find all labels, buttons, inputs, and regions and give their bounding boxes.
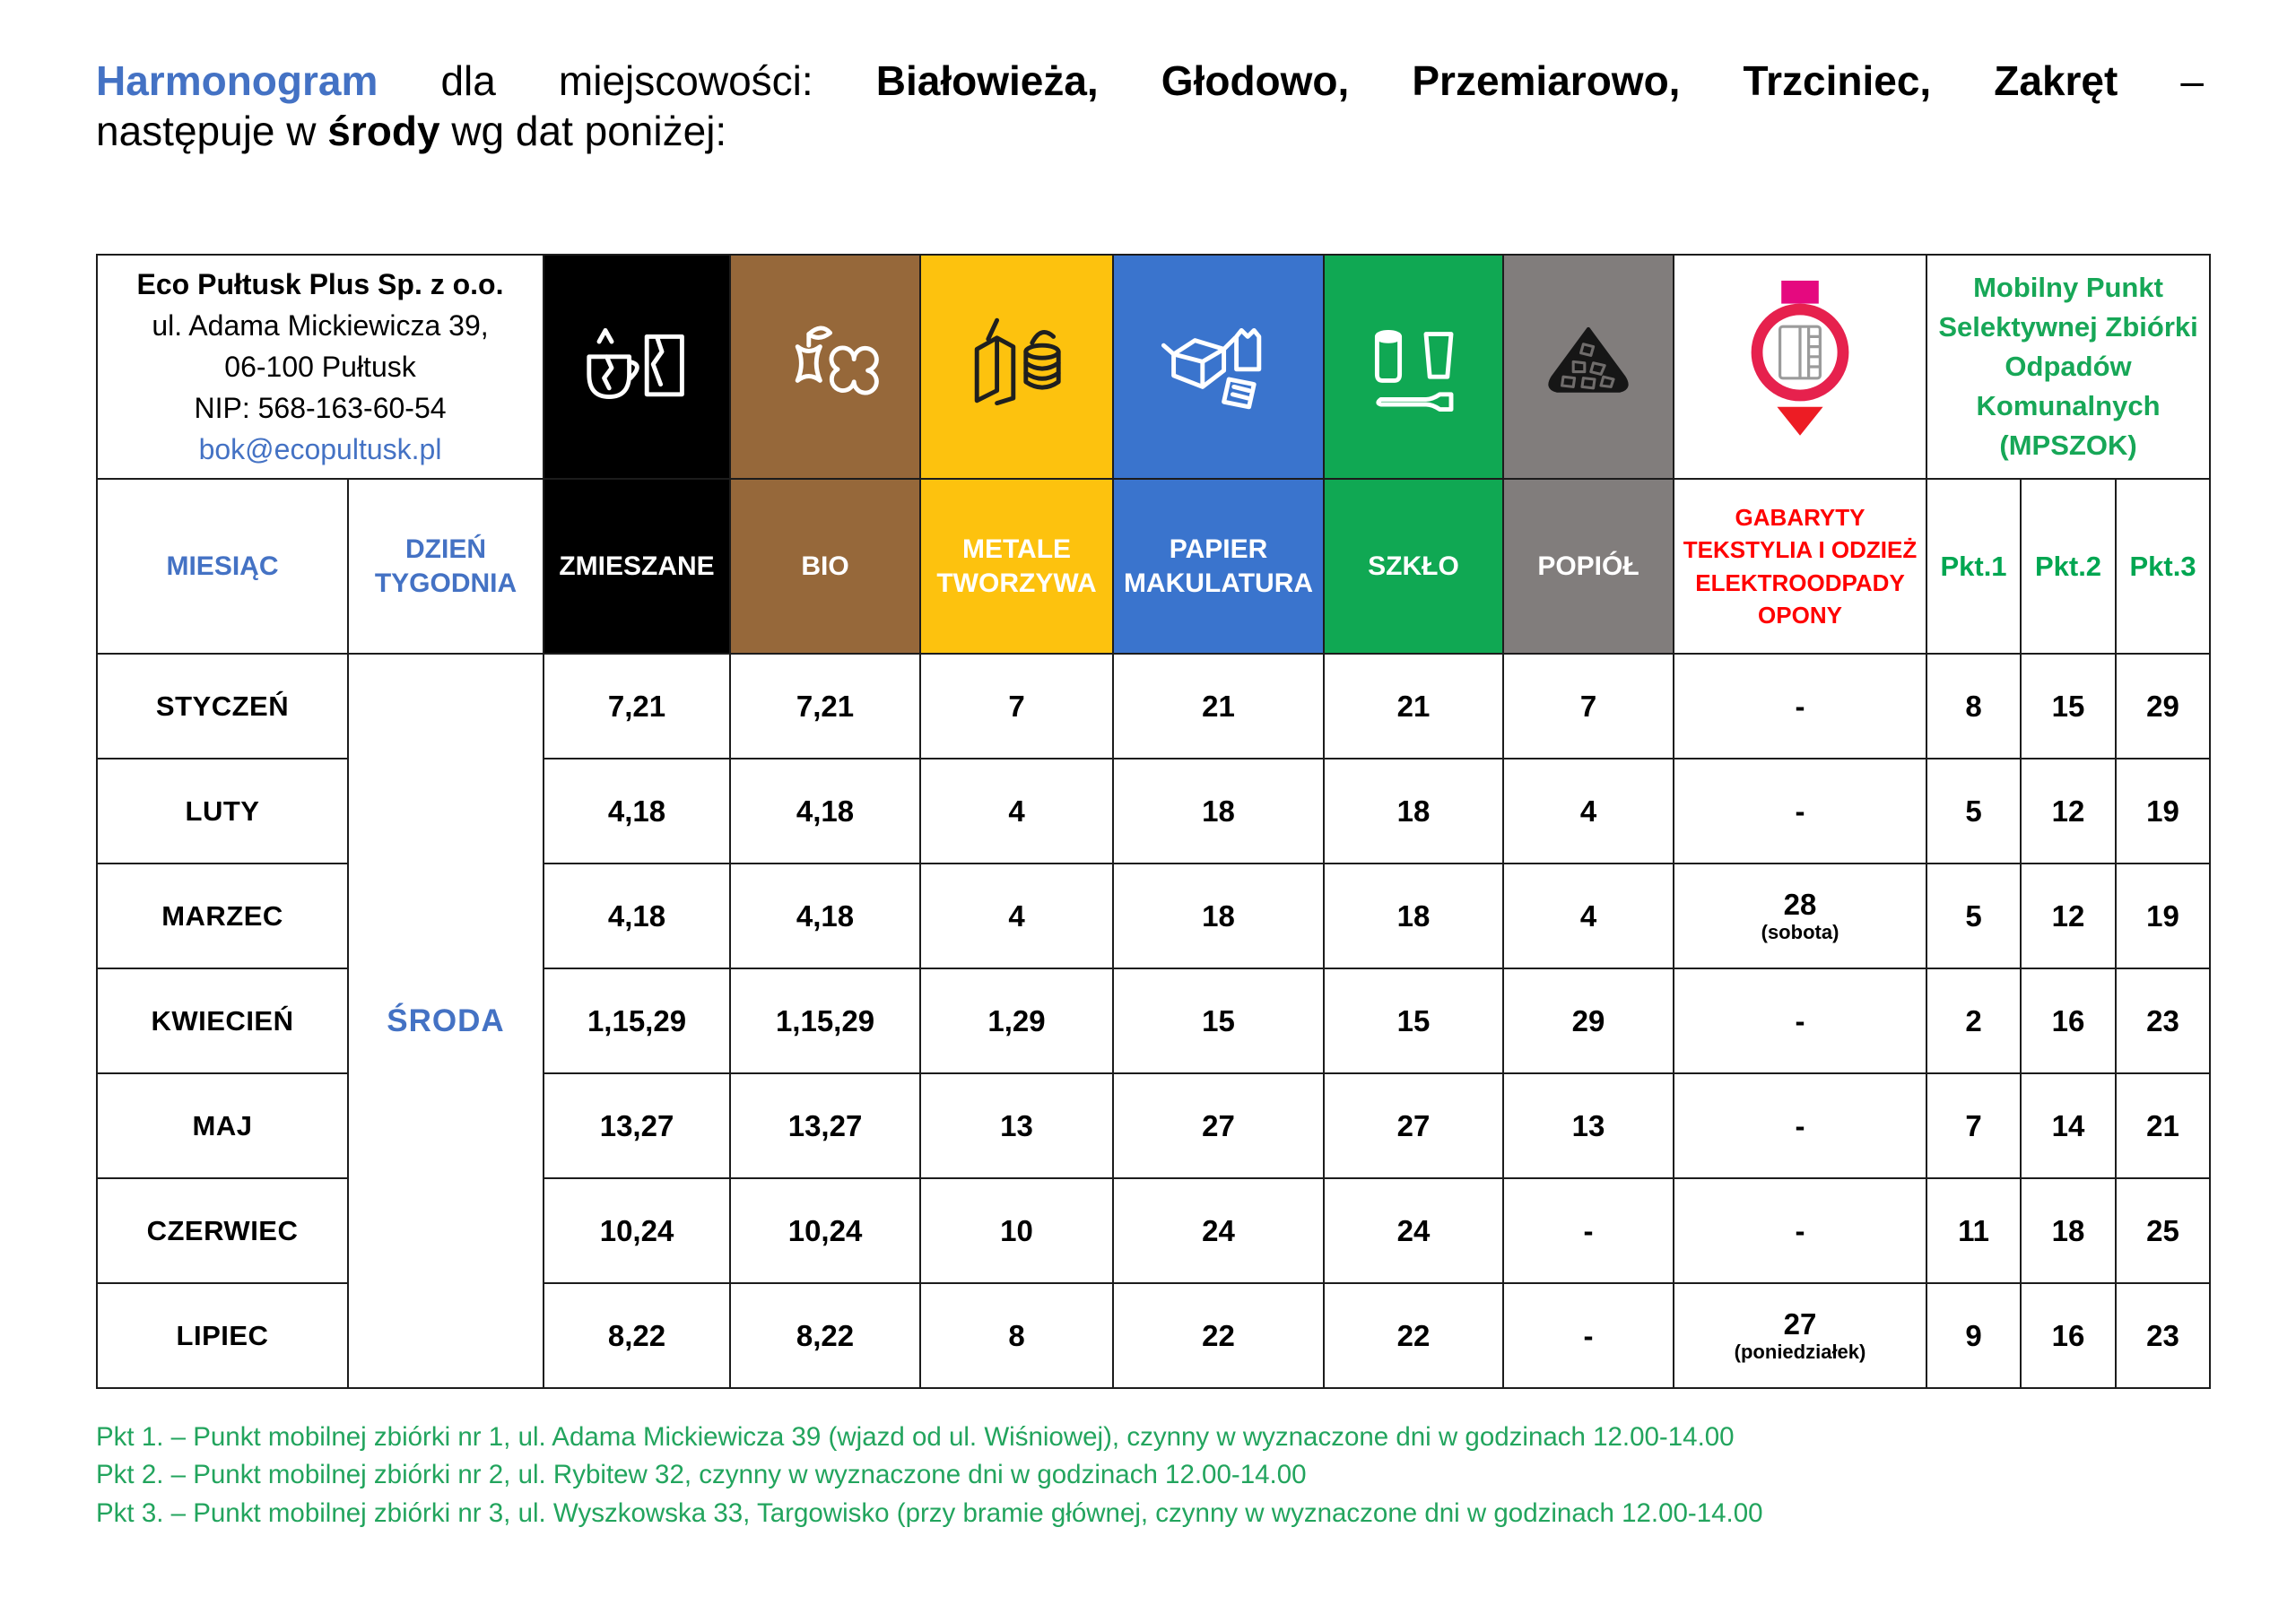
company-city: 06-100 Pułtusk — [224, 350, 416, 383]
szklo-icon-cell — [1324, 255, 1503, 479]
cell-metale: 7 — [920, 654, 1113, 759]
cell-pkt3: 23 — [2116, 1283, 2210, 1388]
cell-gabaryty — [1674, 968, 1926, 1073]
note-pkt3: Pkt 3. – Punkt mobilnej zbiórki nr 3, ul. Wyszkowska 33, Targowisko (przy bramie głównej, czynny w wyznaczone dni w godzinach 12.00-14.00 — [96, 1497, 1763, 1528]
ash-pile-icon — [1512, 304, 1665, 430]
gabaryty-icon-cell — [1674, 255, 1926, 479]
col-header-pkt3: Pkt.3 — [2116, 479, 2210, 654]
company-street: ul. Adama Mickiewicza 39, — [152, 308, 489, 342]
col-header-popiol: POPIÓŁ — [1503, 479, 1674, 654]
cell-metale: 13 — [920, 1073, 1113, 1178]
company-name: Eco Pułtusk Plus Sp. z o.o. — [136, 267, 504, 300]
gabaryty-value: 28 — [1783, 888, 1817, 922]
cell-bio: 7,21 — [730, 654, 920, 759]
title-places: Białowieża, Głodowo, Przemiarowo, Trzciniec, Zakręt — [875, 57, 2118, 104]
col-header-metale: METALE TWORZYWA — [920, 479, 1113, 654]
cell-pkt1: 8 — [1926, 654, 2021, 759]
month-cell: LIPIEC — [97, 1283, 348, 1388]
cell-pkt3: 29 — [2116, 654, 2210, 759]
cell-gabaryty — [1674, 1073, 1926, 1178]
page-title — [96, 56, 2204, 156]
cell-pkt3: 25 — [2116, 1178, 2210, 1283]
note-pkt1: Pkt 1. – Punkt mobilnej zbiórki nr 1, ul. Adama Mickiewicza 39 (wjazd od ul. Wiśniowej), czynny w wyznaczone dni w godzinach 12.00-14.00 — [96, 1422, 1735, 1452]
cell-szklo: 24 — [1324, 1178, 1503, 1283]
mixed-waste-icon — [561, 304, 713, 430]
note-pkt2: Pkt 2. – Punkt mobilnej zbiórki nr 2, ul. Rybitew 32, czynny w wyznaczone dni w godzinach 12.00-14.00 — [96, 1460, 1307, 1490]
cell-gabaryty — [1674, 759, 1926, 864]
col-header-szklo: SZKŁO — [1324, 479, 1503, 654]
bio-waste-icon — [749, 304, 901, 430]
email-link[interactable]: bok@ecopultusk.pl — [198, 433, 442, 466]
cell-pkt2: 18 — [2021, 1178, 2116, 1283]
cell-gabaryty — [1674, 1178, 1926, 1283]
cell-pkt3: 19 — [2116, 759, 2210, 864]
title-keyword: Harmonogram — [96, 57, 378, 104]
col-header-miesiac: MIESIĄC — [97, 479, 348, 654]
title-line-1 — [96, 56, 2204, 106]
month-cell: MAJ — [97, 1073, 348, 1178]
zmieszane-icon-cell — [544, 255, 730, 479]
title-line-2 — [96, 106, 2204, 156]
col-header-pkt2: Pkt.2 — [2021, 479, 2116, 654]
cell-papier: 22 — [1113, 1283, 1324, 1388]
cell-pkt2: 14 — [2021, 1073, 2116, 1178]
cell-szklo: 21 — [1324, 654, 1503, 759]
cell-papier: 24 — [1113, 1178, 1324, 1283]
papier-icon-cell — [1113, 255, 1324, 479]
cell-bio: 8,22 — [730, 1283, 920, 1388]
cell-zmieszane: 7,21 — [544, 654, 730, 759]
gabaryty-line: ELEKTROODPADY — [1695, 568, 1905, 596]
gabaryty-value: - — [1795, 1108, 1805, 1142]
cell-popiol: - — [1503, 1178, 1674, 1283]
mpszok-header: Mobilny Punkt Selektywnej Zbiórki Odpadów Komunalnych (MPSZOK) — [1926, 255, 2210, 479]
cell-popiol: 7 — [1503, 654, 1674, 759]
cell-popiol: 4 — [1503, 759, 1674, 864]
cell-gabaryty — [1674, 654, 1926, 759]
cell-zmieszane: 4,18 — [544, 864, 730, 968]
cell-pkt2: 16 — [2021, 1283, 2116, 1388]
title-line2-pre: następuje w — [96, 108, 328, 155]
cell-popiol: - — [1503, 1283, 1674, 1388]
cell-gabaryty — [1674, 864, 1926, 968]
gabaryty-note: (poniedziałek) — [1734, 1341, 1866, 1364]
cell-zmieszane: 1,15,29 — [544, 968, 730, 1073]
col-header-zmieszane: ZMIESZANE — [544, 479, 730, 654]
gabaryty-note: (sobota) — [1761, 921, 1839, 944]
metals-plastics-icon — [941, 304, 1093, 430]
pictogram-row — [97, 255, 2210, 479]
month-cell: MARZEC — [97, 864, 348, 968]
col-header-papier: PAPIER MAKULATURA — [1113, 479, 1324, 654]
cell-szklo: 18 — [1324, 759, 1503, 864]
cell-pkt1: 7 — [1926, 1073, 2021, 1178]
metale-icon-cell — [920, 255, 1113, 479]
cell-metale: 1,29 — [920, 968, 1113, 1073]
gabaryty-value: - — [1795, 1003, 1805, 1037]
col-header-dzien-tygodnia: DZIEŃ TYGODNIA — [348, 479, 544, 654]
cell-bio: 13,27 — [730, 1073, 920, 1178]
company-nip: NIP: 568-163-60-54 — [194, 392, 447, 425]
gabaryty-value: - — [1795, 1213, 1805, 1247]
cell-bio: 4,18 — [730, 864, 920, 968]
cell-pkt1: 9 — [1926, 1283, 2021, 1388]
cell-pkt1: 5 — [1926, 864, 2021, 968]
cell-papier: 18 — [1113, 864, 1324, 968]
col-header-gabaryty — [1674, 479, 1926, 654]
cell-zmieszane: 8,22 — [544, 1283, 730, 1388]
paper-cardboard-icon — [1143, 304, 1295, 430]
cell-pkt1: 5 — [1926, 759, 2021, 864]
cell-pkt3: 19 — [2116, 864, 2210, 968]
cell-papier: 15 — [1113, 968, 1324, 1073]
cell-bio: 10,24 — [730, 1178, 920, 1283]
cell-popiol: 29 — [1503, 968, 1674, 1073]
cell-zmieszane: 4,18 — [544, 759, 730, 864]
glass-icon — [1337, 304, 1490, 430]
popiol-icon-cell — [1503, 255, 1674, 479]
gabaryty-value: 27 — [1783, 1307, 1817, 1341]
col-header-pkt1: Pkt.1 — [1926, 479, 2021, 654]
title-mid: dla miejscowości: — [378, 57, 876, 104]
cell-pkt3: 23 — [2116, 968, 2210, 1073]
cell-metale: 4 — [920, 759, 1113, 864]
cell-pkt1: 2 — [1926, 968, 2021, 1073]
cell-bio: 4,18 — [730, 759, 920, 864]
cell-pkt3: 21 — [2116, 1073, 2210, 1178]
gabaryty-line: TEKSTYLIA I ODZIEŻ — [1683, 536, 1918, 564]
cell-zmieszane: 10,24 — [544, 1178, 730, 1283]
company-info — [97, 255, 544, 479]
cell-metale: 8 — [920, 1283, 1113, 1388]
bio-icon-cell — [730, 255, 920, 479]
month-cell: KWIECIEŃ — [97, 968, 348, 1073]
cell-papier: 27 — [1113, 1073, 1324, 1178]
cell-pkt2: 12 — [2021, 864, 2116, 968]
gabaryty-line: GABARYTY — [1735, 503, 1866, 531]
month-cell: STYCZEŃ — [97, 654, 348, 759]
title-dash: – — [2118, 57, 2204, 104]
cell-pkt2: 16 — [2021, 968, 2116, 1073]
cell-pkt2: 15 — [2021, 654, 2116, 759]
weekday-cell: ŚRODA — [348, 654, 544, 1388]
bulky-waste-recycle-icon — [1728, 277, 1872, 456]
cell-popiol: 13 — [1503, 1073, 1674, 1178]
table-row-styczen — [97, 654, 2210, 759]
cell-papier: 21 — [1113, 654, 1324, 759]
title-line2-post: wg dat poniżej: — [439, 108, 727, 155]
cell-szklo: 27 — [1324, 1073, 1503, 1178]
cell-gabaryty — [1674, 1283, 1926, 1388]
month-cell: CZERWIEC — [97, 1178, 348, 1283]
gabaryty-line: OPONY — [1758, 601, 1842, 629]
cell-zmieszane: 13,27 — [544, 1073, 730, 1178]
gabaryty-value: - — [1795, 794, 1805, 828]
cell-szklo: 15 — [1324, 968, 1503, 1073]
cell-popiol: 4 — [1503, 864, 1674, 968]
cell-metale: 4 — [920, 864, 1113, 968]
title-line2-bold: środy — [327, 108, 440, 155]
month-cell: LUTY — [97, 759, 348, 864]
cell-papier: 18 — [1113, 759, 1324, 864]
gabaryty-value: - — [1795, 689, 1805, 723]
schedule-table — [96, 254, 2211, 1389]
cell-szklo: 18 — [1324, 864, 1503, 968]
cell-szklo: 22 — [1324, 1283, 1503, 1388]
col-header-bio: BIO — [730, 479, 920, 654]
column-header-row — [97, 479, 2210, 654]
footer-notes — [96, 1419, 2213, 1532]
cell-bio: 1,15,29 — [730, 968, 920, 1073]
cell-metale: 10 — [920, 1178, 1113, 1283]
cell-pkt2: 12 — [2021, 759, 2116, 864]
cell-pkt1: 11 — [1926, 1178, 2021, 1283]
